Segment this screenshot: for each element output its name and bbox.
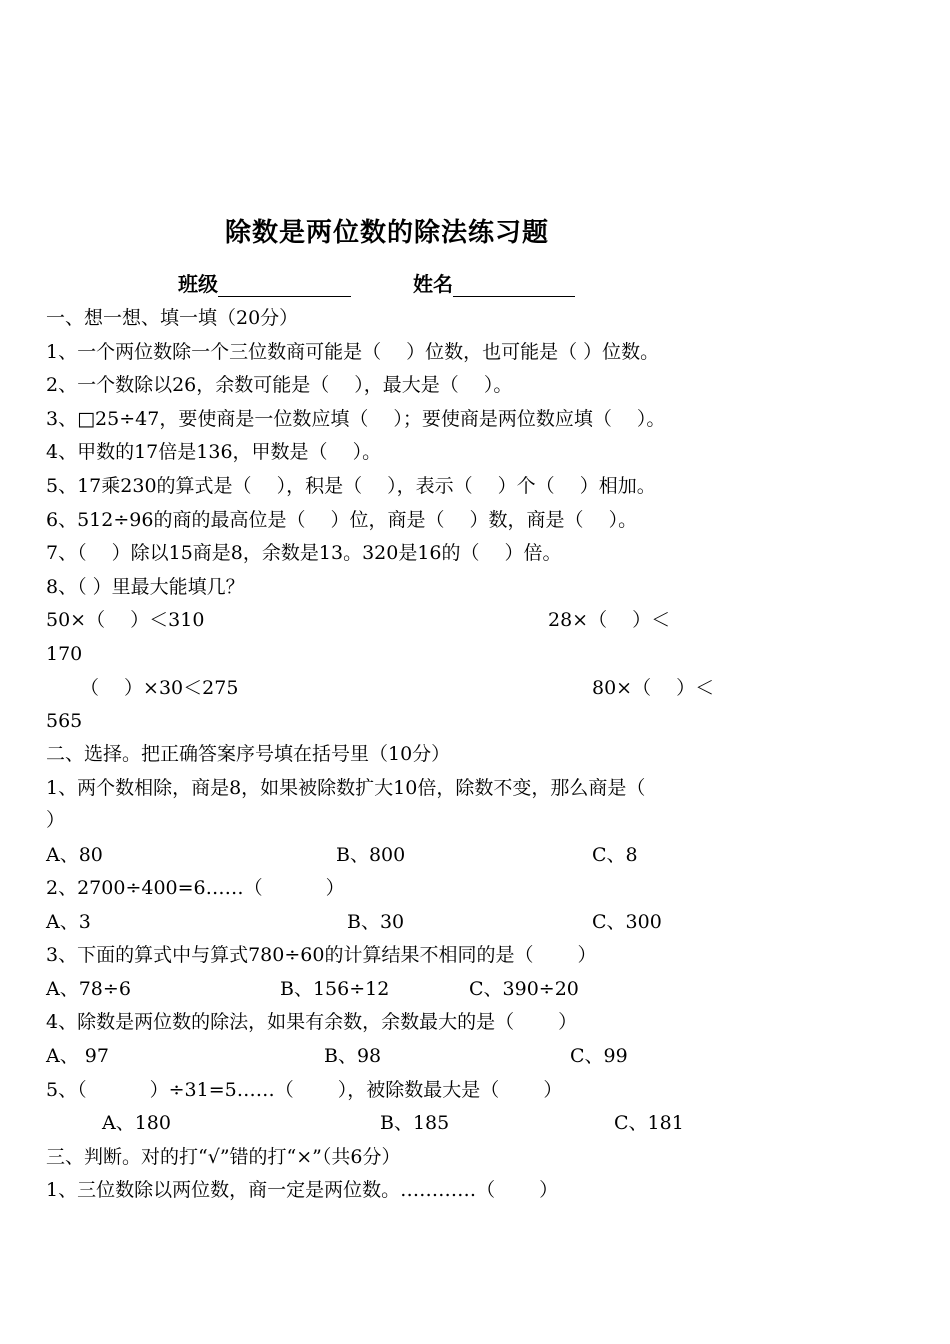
fill-question-8d: 80×（ ）＜ (592, 677, 715, 699)
fill-question-4: 4、甲数的17倍是136，甲数是（ ）。 (46, 441, 382, 463)
fill-question-8: 8、（ ）里最大能填几？ (46, 576, 245, 598)
choice-3-option-c: C、390÷20 (469, 978, 579, 1000)
choice-5-option-b: B、185 (380, 1112, 450, 1134)
choice-question-3: 3、下面的算式中与算式780÷60的计算结果不相同的是（ ） (46, 944, 597, 966)
fill-question-8c: （ ）×30＜275 (80, 677, 239, 699)
class-label: 班级 (178, 272, 218, 296)
judge-question-1: 1、三位数除以两位数，商一定是两位数。…………（ ） (46, 1179, 559, 1201)
choice-question-4: 4、除数是两位数的除法，如果有余数，余数最大的是（ ） (46, 1011, 578, 1033)
choice-question-1-cont: ） (46, 809, 66, 831)
section-heading-3: 三、判断。对的打“√”错的打“×”（共6分） (46, 1146, 401, 1168)
fill-question-2: 2、一个数除以26，余数可能是（ ），最大是（ ）。 (46, 374, 513, 396)
fill-question-8b-cont: 170 (46, 643, 83, 665)
choice-question-2: 2、2700÷400=6……（ ） (46, 877, 345, 899)
choice-2-option-b: B、30 (347, 911, 405, 933)
choice-1-option-a: A、80 (46, 844, 103, 866)
choice-3-option-b: B、156÷12 (280, 978, 390, 1000)
fill-question-3: 3、□25÷47，要使商是一位数应填（ ）；要使商是两位数应填（ ）。 (46, 408, 666, 430)
choice-4-option-a: A、 97 (46, 1045, 109, 1067)
choice-1-option-c: C、8 (592, 844, 638, 866)
fill-question-7: 7、（ ）除以15商是8，余数是13。320是16的（ ）倍。 (46, 542, 562, 564)
choice-3-option-a: A、78÷6 (46, 978, 131, 1000)
class-field (178, 268, 351, 297)
fill-question-8d-cont: 565 (46, 710, 83, 732)
choice-1-option-b: B、800 (336, 844, 406, 866)
choice-2-option-c: C、300 (592, 911, 662, 933)
fill-question-6: 6、512÷96的商的最高位是（ ）位，商是（ ）数，商是（ ）。 (46, 509, 638, 531)
choice-4-option-c: C、99 (570, 1045, 628, 1067)
fill-question-8b: 28×（ ）＜ (548, 609, 671, 631)
page-title: 除数是两位数的除法练习题 (225, 218, 550, 248)
choice-4-option-b: B、98 (324, 1045, 382, 1067)
name-label: 姓名 (413, 272, 453, 296)
choice-question-5: 5、（ ）÷31=5……（ ），被除数最大是（ ） (46, 1079, 563, 1101)
choice-5-option-a: A、180 (102, 1112, 171, 1134)
fill-question-5: 5、17乘230的算式是（ ），积是（ ），表示（ ）个（ ）相加。 (46, 475, 656, 497)
fill-question-1: 1、一个两位数除一个三位数商可能是（ ）位数，也可能是（ ）位数。 (46, 341, 660, 363)
section-heading-1: 一、想一想、填一填（20分） (46, 307, 299, 329)
choice-5-option-c: C、181 (614, 1112, 684, 1134)
choice-question-1: 1、两个数相除，商是8，如果被除数扩大10倍，除数不变，那么商是（ (46, 777, 646, 799)
name-blank (453, 274, 575, 297)
class-blank (218, 274, 351, 297)
fill-question-8a: 50×（ ）＜310 (46, 609, 205, 631)
section-heading-2: 二、选择。把正确答案序号填在括号里（10分） (46, 743, 451, 765)
choice-2-option-a: A、3 (46, 911, 91, 933)
name-field (413, 268, 575, 297)
